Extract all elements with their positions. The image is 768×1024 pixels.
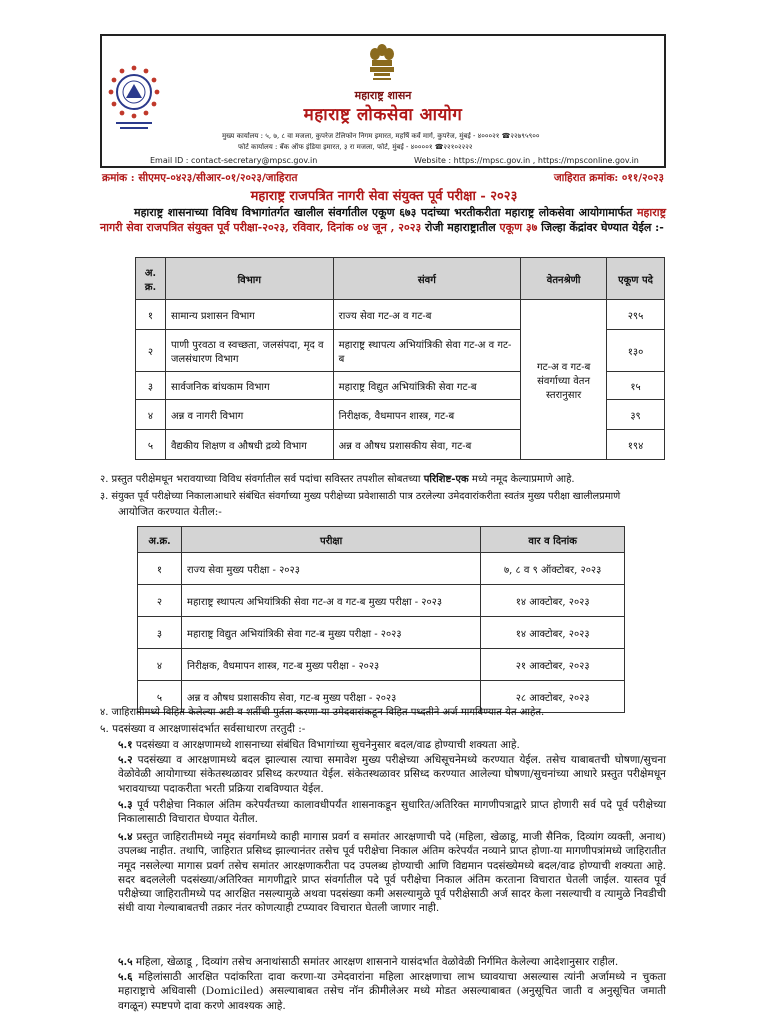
point-4: ४. जाहिरातीमध्ये विहित केलेल्या अटी व शर्तीची पुर्तता करणा-या उमेदवारांकडून विहित पध्दतीने अर्ज मागविण्यात येत आहेत.	[100, 707, 545, 718]
point-5-5: ५.५ महिला, खेळाडू , दिव्यांग तसेच अनाथांसाठी समांतर आरक्षण शासनाने यासंदर्भात वेळोवेळी निर्गमित केलेल्या आदेशानुसार राहील.	[118, 956, 619, 968]
intro-text-3: जिल्हा केंद्रांवर घेण्यात येईल :-	[541, 221, 664, 234]
letterhead	[100, 34, 666, 168]
government-name: महाराष्ट्र शासन	[354, 89, 412, 102]
point-5-3: ५.३ पूर्व परीक्षेचा निकाल अंतिम करेपर्यंतच्या कालावधीपर्यंत शासनाकडून सुधारित/अतिरिक्त मागणीपत्राद्वारे प्राप्त होणारी सर्व पदे पूर्व परीक्षेच्या निकालासाठी विचारात घेण्यात येतील.	[118, 799, 666, 826]
point-5-6: ५.६ महिलांसाठी आरक्षित पदांकरिता दावा करणा-या उमेदवारांना महिला आरक्षणाचा लाभ घ्यावयाचा असल्यास त्यांनी अर्जामध्ये न चुकता महाराष्ट्राचे अधिवासी (Domiciled) असल्याबाबत तसेच नॉन क्रीमीलेअर मध्ये मोडत असल्याबाबत (अनुसूचित जाती व अनुसूचित जमाती वगळून) स्पष्टपणे दावा करणे आवश्यक आहे.	[118, 971, 666, 1012]
table-row: ३ महाराष्ट्र विद्युत अभियांत्रिकी सेवा गट-ब मुख्य परीक्षा - २०२३ १४ आक्टोबर, २०२३	[138, 617, 625, 649]
table-row: ४ निरीक्षक, वैधमापन शास्त्र, गट-ब मुख्य परीक्षा - २०२३ २१ आक्टोबर, २०२३	[138, 649, 625, 681]
commission-name: महाराष्ट्र लोकसेवा आयोग	[303, 105, 463, 125]
header-pay-scale: वेतनश्रेणी	[521, 258, 607, 300]
main-office-address: मुख्य कार्यालय : ५, ७, ८ वा मजला, कुपरेज टेलिफोन निगम इमारत, महर्षि कर्वे मार्ग, कुपरेज, मुंबई - ४०००२१ ☎२२७९५९००	[222, 132, 540, 140]
header-date: वार व दिनांक	[481, 527, 625, 553]
table-row: ५ अन्न व औषध प्रशासकीय सेवा, गट-ब मुख्य परीक्षा - २०२३ २८ आक्टोबर, २०२३	[138, 681, 625, 713]
point-3-line-1: ३. संयुक्त पूर्व परीक्षेच्या निकालाआधारे संबंधित संवर्गाच्या मुख्य परीक्षेच्या प्रवेशासाठी पात्र ठरलेल्या उमेदवारांकरीता स्वतंत्र मुख्य परीक्षा खालीलप्रमाणे	[100, 491, 621, 502]
intro-exam-date: महाराष्ट्र नागरी सेवा राजपत्रित संयुक्त पूर्व परीक्षा-२०२३, रविवार, दिनांक ०४ जून , २०२३	[100, 206, 666, 234]
advertisement-number: जाहिरात क्रमांक: ०११/२०२३	[553, 172, 664, 184]
point-3-line-2: आयोजित करण्यात येतील:-	[118, 506, 222, 518]
point-5: ५. पदसंख्या व आरक्षणासंदर्भात सर्वसाधारण तरतुदी :-	[100, 723, 306, 735]
point-5-2: ५.२ पदसंख्या व आरक्षणामध्ये बदल झाल्यास त्याचा समावेश मुख्य परीक्षेच्या अधिसूचनेमध्ये करण्यात येईल. तसेच याबाबतची घोषणा/सुचना वेळोवेळी आयोगाच्या संकेतस्थळावर प्रसिध्द करण्यात येईल. संकेतस्थळावर प्रसिध्द करण्यात आलेल्या घोषणा/सुचनांच्या आधारे प्रस्तुत परीक्षेमधून भरावयाच्या पदाकरीता भरती प्रक्रिया राबविण्यात येईल.	[118, 754, 666, 795]
header-sr: अ.क्र.	[138, 527, 182, 553]
point-5-4: ५.४ प्रस्तुत जाहिरातीमध्ये नमूद संवर्गामध्ये काही मागास प्रवर्ग व समांतर आरक्षणाची पदे (महिला, खेळाडू, माजी सैनिक, दिव्यांग व्यक्ती, अनाथ) उपलब्ध नाहीत. तथापि, जाहिरात प्रसिध्द झाल्यानंतर तसेच पूर्व परीक्षेचा निकाल अंतिम करेपर्यंत नव्याने प्राप्त होणा-या मागणीपत्रांमध्ये जाहिरातीत नमूद नसलेल्या मागास प्रवर्ग तसेच समांतर आरक्षणाकरीता पद उपलब्ध होण्याची आणि विद्यमान पदसंख्येमध्ये बदल/वाढ होण्याची शक्यता आहे. सदर बदललेली पदसंख्या/अतिरिक्त मागणीद्वारे प्राप्त संवर्गातील पदे पूर्व परीक्षेचा निकाल अंतिम करताना विचारात घेतली जाईल. यास्तव पूर्व परीक्षेच्या जाहिरातीमध्ये पद आरक्षित नसल्यामुळे अथवा पदसंख्या कमी असल्यामुळे पूर्व परीक्षेसाठी अर्ज सादर केला नसल्याची व त्यामुळे निवडीची संधी वाया गेल्याबाबतची तक्रार नंतर कोणत्याही टप्प्यावर विचारात घेतली जाणार नाही.	[118, 831, 666, 915]
header-exam: परीक्षा	[181, 527, 480, 553]
header-sr: अ. क्र.	[136, 258, 166, 300]
main-exam-schedule-table	[137, 526, 625, 713]
table-row: २ महाराष्ट्र स्थापत्य अभियांत्रिकी सेवा गट-अ व गट-ब मुख्य परीक्षा - २०२३ १४ आक्टोबर, २०२३	[138, 585, 625, 617]
point-2: २. प्रस्तुत परीक्षेमधून भरावयाच्या विविध संवर्गातील सर्व पदांचा सविस्तर तपशील सोबतच्या परिशिष्ट-एक मध्ये नमूद केल्याप्रमाणे आहे.	[100, 474, 575, 485]
email-address[interactable]: Email ID : contact-secretary@mpsc.gov.in	[150, 156, 318, 165]
intro-paragraph	[100, 205, 666, 235]
posts-table	[135, 257, 665, 460]
header-department: विभाग	[165, 258, 333, 300]
website-links[interactable]: Website : https://mpsc.gov.in , https://mpsconline.gov.in	[414, 156, 639, 165]
header-cadre: संवर्ग	[333, 258, 521, 300]
intro-text-1: महाराष्ट्र शासनाच्या विविध विभागांतर्गत खालील संवर्गातील एकूण ६७३ पदांच्या भरतीकरीता महाराष्ट्र लोकसेवा आयोगामार्फत	[134, 206, 633, 219]
header-total-posts: एकूण पदे	[607, 258, 665, 300]
intro-centres-count: एकूण ३७	[499, 221, 538, 234]
table-row: १ सामान्य प्रशासन विभाग राज्य सेवा गट-अ व गट-ब गट-अ व गट-ब संवर्गाच्या वेतन स्तरानुसार २९५	[136, 300, 665, 330]
page-title: महाराष्ट्र राजपत्रित नागरी सेवा संयुक्त पूर्व परीक्षा - २०२३	[250, 189, 518, 204]
fort-office-address: फोर्ट कार्यालय : बँक ऑफ इंडिया इमारत, ३ रा मजला, फोर्ट, मुंबई - ४००००१ ☎२२१०२२२२	[238, 143, 473, 151]
table-row: ३ सार्वजनिक बांधकाम विभाग महाराष्ट्र विद्युत अभियांत्रिकी सेवा गट-ब १५	[136, 372, 665, 400]
point-5-1: ५.१ पदसंख्या व आरक्षणामध्ये शासनाच्या संबंधित विभागांच्या सुचनेनुसार बदल/वाढ होण्याची शक्यता आहे.	[118, 739, 520, 751]
pay-scale-cell: गट-अ व गट-ब संवर्गाच्या वेतन स्तरानुसार	[521, 300, 607, 460]
table-row: ४ अन्न व नागरी विभाग निरीक्षक, वैधमापन शास्त्र, गट-ब ३९	[136, 400, 665, 430]
reference-number: क्रमांक : सीएमए-०४२३/सीआर-०१/२०२३/जाहिरात	[102, 172, 298, 184]
annexure-one-link: परिशिष्ट-एक	[423, 474, 469, 485]
intro-text-2: रोजी महाराष्ट्रातील	[425, 221, 496, 234]
table-row: ५ वैद्यकीय शिक्षण व औषधी द्रव्ये विभाग अन्न व औषध प्रशासकीय सेवा, गट-ब १९४	[136, 430, 665, 460]
ashoka-emblem-icon	[367, 42, 397, 86]
table-row: १ राज्य सेवा मुख्य परीक्षा - २०२३ ७, ८ व ९ ऑक्टोबर, २०२३	[138, 553, 625, 585]
table-row: २ पाणी पुरवठा व स्वच्छता, जलसंपदा, मृद व जलसंधारण विभाग महाराष्ट्र स्थापत्य अभियांत्रिकी सेवा गट-अ व गट-ब १३०	[136, 330, 665, 372]
